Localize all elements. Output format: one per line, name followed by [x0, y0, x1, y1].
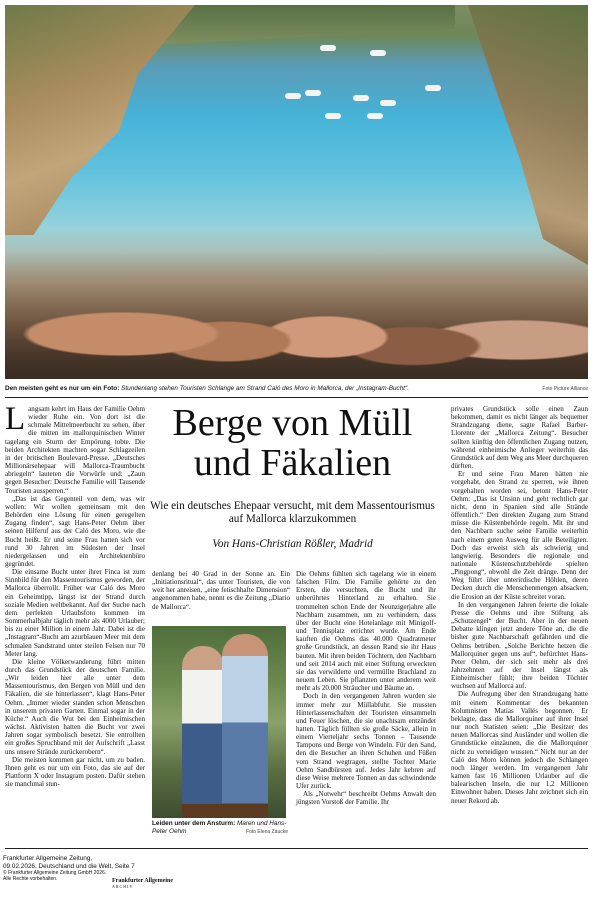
footer-divider	[5, 848, 588, 849]
article-paragraph: Die meisten kommen gar nicht, um zu baden. Ihnen geht es nur um ein Foto, das sie auf der Plattform X oder Instagram posten. Dafür stehen sie manchmal stun-	[5, 755, 145, 789]
person-hans-peter	[222, 634, 268, 818]
article-paragraph: Als „Notwehr“ beschreibt Oehms Anwalt den jüngsten Vorstoß der Familie. Ihr	[296, 790, 436, 807]
footer-rights: Alle Rechte vorbehalten.	[3, 876, 58, 883]
article-paragraph: angsam kehrt im Haus der Familie Oehm wieder Ruhe ein. Von dort ist die schmale Mittelmeerbucht zu sehen, über die mitten im mallorquinischen Winter tagelang ein Sturm der Empörung tobte. Die beiden Architekten machten sogar Schlagzeilen in der britischen Boulevard-Presse. „Deutsches Millionärsehepaar will Mallorca-Traumbucht abriegeln“ lauteten die Vorwürfe und: „Zaun gegen Besucher: Deutsche Familie will Tausende Touristen aussperren.“	[5, 405, 145, 495]
headline-line-2: und Fäkalien	[193, 442, 392, 484]
byline: Von Hans-Christian Rößler, Madrid	[212, 538, 373, 550]
photo-credit: Foto Picture Alliance	[542, 386, 588, 392]
boat	[370, 50, 386, 56]
article-paragraph: Doch in den vergangenen Jahren wurden sie immer mehr zur Müllabfuhr. Sie mussten Hinterlassenschaften der Touristen einsammeln und Feuer löschen, die sie unachtsam entzündet hatten. Täglich füllten sie große Säcke, allein in einem Vierteljahr sechs Tonnen – Tausende Tampons und Berge von Windeln. Für den Sand, den die Besucher an ihren Schuhen und Füßen vom Strand wegtragen, stellte Tochter Marie Oehm Sandbürsten auf. Jedes Jahr kehren auf diese Weise mehrere Tonnen an das schwindende Ufer zurück.	[296, 692, 436, 791]
boat	[305, 90, 321, 96]
dropcap: L	[5, 401, 26, 437]
article-paragraph: Er und seine Frau Maren hätten nie vorgehabt, den Strand zu sperren, wie ihnen vorgehalten worden sei, betont Hans-Peter Oehm: „Das ist Unsinn und geht rechtlich gar nicht, denn in Spanien sind alle Strände öffentlich.“ Den direkten Zugang zum Strand müsse die Küstenbehörde regeln. Mit ihr und den Nachbarn suche seine Familie weiterhin nach einem guten Ausweg für alle Beteiligten. Doch das erweist sich als schwierig und langwierig. Besonders die regionale und nationale Küstenschutzbehörde spielten „Pingpong“, obwohl die Zeit dränge. Denn der Weg führt über unterirdische Höhlen, deren Decken durch die Menschenmengen absacken, die Erosion an der Küste schreitet voran.	[451, 470, 588, 601]
headline	[150, 403, 435, 483]
article-paragraph: In den vergangenen Jahren feierte die lokale Presse die Oehms und ihre Stiftung als „Schutzengel“ der Bucht. Aber in der neuen Debatte klingen jetzt andere Töne an, die die bisher gute Nachbarschaft gefährden und die Oehms betrüben. „Solche Berichte hetzen die Mallorquiner gegen uns auf“, befürchtet Hans-Peter Oehm, der sich seit mehr als drei Jahrzehnten auf der Insel längst als Einheimischer fühlt; ihre beiden Töchter wuchsen auf Mallorca auf.	[451, 600, 588, 691]
divider	[5, 397, 588, 398]
caption-lead: Den meisten geht es nur um ein Foto:	[5, 385, 120, 392]
portrait-caption-lead: Leiden unter dem Ansturm:	[152, 820, 236, 827]
boat	[380, 100, 396, 106]
photo-caption	[5, 385, 588, 393]
article-paragraph: Die Oehms fühlten sich tagelang wie in einem falschen Film. Die Familie gehörte zu den Ersten, die versuchten, die Bucht und ihr unberührtes Hinterland zu erhalten. Sie trommelten schon Ende der Neunzigerjahre alle Nachbarn zusammen, um zu verhindern, dass über der Bucht eine Hotelanlage mit Minigolf- und Tennisplatz errichtet wurde. Am Ende kauften die Oehms das 40.000 Quadratmeter große Grundstück, an dessen Rand sie ihr Haus bauten. Mit ihren beiden Töchtern, den Nachbarn und seit 2014 auch mit einer Stiftung erweckten sie das verwilderte und vermüllte Brachland zu neuem Leben. Sie pflanzten unter anderem weit mehr als 20.000 Sträucher und Bäume an.	[296, 570, 436, 693]
boat	[353, 95, 369, 101]
faz-archiv-logo	[112, 878, 173, 890]
portrait-caption	[152, 820, 288, 836]
article-paragraph: Die einsame Bucht unter ihrer Finca ist zum Sinnbild für den Massentourismus geworden, der Mallorca überrollt. Früher war Caló des Moro ein Geheimtipp, längst ist der Strand durch soziale Medien weltbekannt. Auf der Suche nach dem perfekten Urlaubsfoto kommen im Sommerhalbjahr täglich mehr als 4000 Urlauber; bis zu einer Million in einem Jahr. Dabei ist die „Instagram“-Bucht am azurblauen Meer mit dem schmalen Sandstrand unter steilen Felsen nur 70 Meter lang.	[5, 568, 145, 658]
tourist-crowd	[5, 229, 588, 379]
boat	[320, 45, 336, 51]
portrait-credit: Foto Elena Zaucke	[246, 829, 288, 835]
logo-subtext: ARCHIV	[112, 884, 134, 889]
far-hillside	[155, 5, 455, 45]
right-cliff	[438, 5, 588, 265]
boat	[367, 113, 383, 119]
boat	[285, 93, 301, 99]
article-paragraph: Die Aufregung über den Strandzugang hatte mit einem Kommentar des bekannten Kolumnisten Matías Vallés begonnen. Er beklagte, dass die Mallorquiner auf ihrer Insel nur noch Statisten seien: „Die Besitzer des neuen Mallorcas sind Ausländer und wollen die Grundstücke einzäunen, die die Mallorquiner nicht zu verteidigen wussten.“ Nicht nur an der Caló des Moro können jedoch die Schlangen noch länger werden. Im vergangenen Jahr kamen fast 16 Millionen Urlauber auf die balearischen Inseln, die nur 1,2 Millionen Einwohner haben. Dieses Jahr zeichnet sich ein neuer Rekord ab.	[451, 690, 588, 805]
article-column-3	[296, 570, 436, 807]
boat	[425, 85, 441, 91]
portrait-caption-text: Maren und Hans-Peter Oehm	[152, 820, 287, 835]
person-maren	[182, 646, 224, 818]
boat	[325, 113, 341, 119]
article-column-1	[5, 401, 145, 789]
footer-date-section: 09.02.2026, Deutschland und die Welt, Seite 7	[3, 862, 135, 870]
beach-crowd-photo	[5, 5, 588, 379]
portrait-photo	[152, 626, 286, 818]
article-paragraph: „Das ist das Gegenteil von dem, was wir wollen: Wir wollen gemeinsam mit den Behörden eine Lösung für einen geregelten Zugang finden“, sagt Hans-Peter Oehm über seinen Hilferuf aus der Caló des Moro, wie die Bucht heißt. Er und seine Frau hatten sich vor rund 30 Jahren im Südosten der Insel niedergelassen und ein Architektenbüro gegründet.	[5, 494, 145, 568]
deck: Wie ein deutsches Ehepaar versucht, mit dem Massentourismus auf Mallorca klarzukommen	[150, 500, 435, 525]
article-paragraph: denlang bei 40 Grad in der Sonne an. Ein „Initiationsritual“, das unter Touristen, die von weit her anreisen, „eine fetischhafte Dimension“ angenommen habe, nennt es die Zeitung „Diario de Mallorca“.	[152, 570, 290, 611]
logo-text: Frankfurter Allgemeine	[112, 878, 174, 884]
caption-text: Stundenlang stehen Touristen Schlange am Strand Caló des Moro in Mallorca, der „Instagram-Bucht“.	[119, 385, 409, 392]
article-paragraph: Die kleine Völkerwanderung führt mitten durch das Grundstück der deutschen Familie. „Wir leiden hier alle unter dem Massentourismus, den Bergen von Müll und den Fäkalien, die sie hinterlassen“, klagt Hans-Peter Oehm. „Immer wieder standen schon Menschen in unserem privaten Garten. Einmal sogar in der Küche.“ Auch die Wut bei den Einheimischen wächst. Aktivisten hatten die Bucht vor zwei Jahren sogar symbolisch besetzt. Sie entrollten ein großes Spruchband mit der Aufschrift „Lasst uns unsere Strände zurückerobern“.	[5, 657, 145, 756]
footer-copyright: © Frankfurter Allgemeine Zeitung GmbH 2026.	[3, 870, 107, 877]
article-column-4	[451, 405, 588, 805]
headline-line-1: Berge von Müll	[172, 402, 413, 444]
left-cliff	[5, 5, 195, 235]
article-column-2	[152, 570, 290, 611]
article-paragraph: privates Grundstück solle einen Zaun bekommen, damit es nicht länger als bequemer Strandzugang diene, sagte Rafael Barber-Llorente der „Mallorca Zeitung“. Besucher sollten künftig den öffentlichen Zugang nutzen, während einheimische Anlieger weiterhin das Grundstück auf dem Weg ans Meer durchqueren dürften.	[451, 405, 588, 471]
footer-publication: Frankfurter Allgemeine Zeitung,	[3, 855, 93, 862]
